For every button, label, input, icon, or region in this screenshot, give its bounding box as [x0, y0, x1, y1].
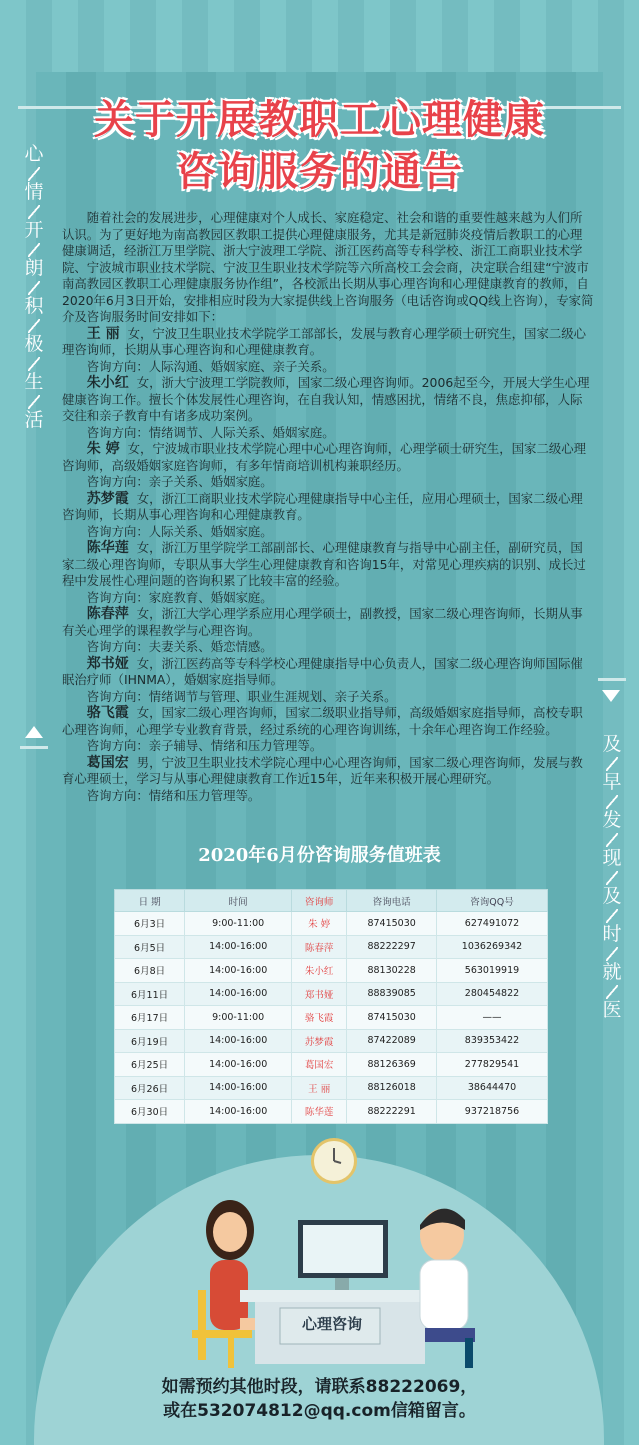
table-cell: 6月11日 — [115, 982, 185, 1006]
table-cell: 9:00-11:00 — [185, 912, 292, 936]
table-cell: 1036269342 — [437, 935, 548, 959]
table-cell: 277829541 — [437, 1053, 548, 1077]
notice-body — [62, 210, 594, 804]
intro-paragraph: 随着社会的发展进步，心理健康对个人成长、家庭稳定、社会和谐的重要性越来越为人们所认识。为了更好地为南高教园区教职工提供心理健康服务，尤其是新冠肺炎疫情后教职工的心理健康调适，经浙江万里学院、浙大宁波理工学院、浙江医药高等专科学校、浙江工商职业技术学院、宁波城市职业技术学院、宁波卫生职业技术学院等六所高校工会会商，决定联合组建“宁波市南高教园区教职工心理健康服务协作组”，各校派出长期从事心理咨询和心理健康教育的教师，自2020年6月3日开始，安排相应时段为大家提供线上咨询服务（电话咨询或QQ线上咨询），专家简介及咨询服务时间安排如下： — [62, 210, 594, 324]
expert-description: 男，宁波卫生职业技术学院心理中心心理咨询师，国家二级心理咨询师，发展与教育心理硕士，学习与从事心理健康教育工作近15年，近年来积极开展心理研究。 — [62, 754, 583, 786]
slash-divider — [598, 985, 626, 1001]
table-cell: 6月17日 — [115, 1006, 185, 1030]
slash-divider — [598, 757, 626, 773]
table-cell: 14:00-16:00 — [185, 1053, 292, 1077]
slash-divider — [20, 319, 48, 335]
left-char: 活 — [24, 409, 44, 431]
expert-bio — [62, 755, 594, 788]
left-char: 生 — [24, 371, 44, 393]
expert-bio — [62, 540, 594, 590]
right-divider — [598, 678, 626, 681]
table-row — [115, 1029, 548, 1053]
left-char: 开 — [24, 219, 44, 241]
up-triangle-icon — [25, 726, 43, 738]
table-cell: 6月8日 — [115, 959, 185, 983]
expert-name: 陈春萍 — [86, 606, 129, 622]
table-row — [115, 1053, 548, 1077]
expert-description: 女，宁波卫生职业技术学院学工部部长，发展与教育心理学硕士研究生，国家二级心理咨询师，长期从事心理咨询和心理健康教育。 — [62, 325, 587, 357]
expert-name: 王 丽 — [86, 325, 120, 342]
slash-divider — [598, 871, 626, 887]
schedule-table — [114, 889, 548, 1124]
table-cell: 14:00-16:00 — [185, 935, 292, 959]
expert-description: 女，浙大宁波理工学院教师，国家二级心理咨询师。2006起至今，开展大学生心理健康咨询工作。擅长个体发展性心理咨询，在自我认知，情感困扰，情绪不良，焦虑抑郁，人际交往和亲子教育中有诸多成功案例。 — [62, 375, 590, 423]
table-cell: 6月26日 — [115, 1076, 185, 1100]
expert-description: 女，浙江医药高等专科学校心理健康指导中心负责人，国家二级心理咨询师国际催眠治疗师（IHNMA），婚姻家庭指导师。 — [62, 655, 583, 687]
expert-description: 女，国家二级心理咨询师，国家二级职业指导师，高级婚姻家庭指导师，高校专职心理咨询师，心理学专业教育背景，经过系统的心理咨询训练，十余年心理咨询工作经验。 — [62, 705, 583, 737]
table-cell: 9:00-11:00 — [185, 1006, 292, 1030]
counseling-illustration — [180, 1190, 510, 1370]
table-cell: 14:00-16:00 — [185, 982, 292, 1006]
table-cell: 839353422 — [437, 1029, 548, 1053]
left-char: 情 — [24, 181, 44, 203]
expert-bio — [62, 705, 594, 738]
left-char: 积 — [24, 295, 44, 317]
expert-name: 朱 婷 — [86, 441, 120, 457]
table-cell: 14:00-16:00 — [185, 1029, 292, 1053]
expert-bio — [62, 606, 594, 639]
left-char: 极 — [24, 333, 44, 355]
table-cell: 87415030 — [347, 912, 437, 936]
expert-direction: 咨询方向：亲子关系、婚姻家庭。 — [86, 474, 273, 489]
left-char: 朗 — [24, 257, 44, 279]
expert-direction: 咨询方向：家庭教育、婚姻家庭。 — [86, 589, 273, 605]
title-line-2: 咨询服务的通告 — [176, 149, 463, 195]
table-row — [115, 982, 548, 1006]
table-cell: 38644470 — [437, 1076, 548, 1100]
table-cell: 苏梦霞 — [292, 1029, 347, 1053]
slash-divider — [20, 395, 48, 411]
table-cell: 骆飞霞 — [292, 1006, 347, 1030]
table-cell: 87415030 — [347, 1006, 437, 1030]
slash-divider — [20, 281, 48, 297]
slash-divider — [598, 947, 626, 963]
table-cell: 6月19日 — [115, 1029, 185, 1053]
expert-list — [62, 326, 594, 805]
column-header: 时间 — [185, 890, 292, 912]
table-cell: 937218756 — [437, 1100, 548, 1124]
table-cell: 朱小红 — [292, 959, 347, 983]
footer-line-1: 如需预约其他时段，请联系88222069， — [161, 1377, 478, 1397]
expert-name: 陈华莲 — [86, 540, 129, 556]
expert-direction: 咨询方向：夫妻关系、婚恋情感。 — [86, 639, 273, 654]
expert-name: 郑书娅 — [86, 655, 129, 672]
slash-divider — [20, 205, 48, 221]
table-cell: —— — [437, 1006, 548, 1030]
expert-name: 葛国宏 — [86, 754, 129, 771]
table-cell: 87422089 — [347, 1029, 437, 1053]
expert-name: 苏梦霞 — [86, 490, 129, 507]
table-row — [115, 1006, 548, 1030]
right-char: 发 — [602, 809, 622, 831]
expert-description: 女，浙江大学心理学系应用心理学硕士，副教授，国家二级心理咨询师，长期从事有关心理学的课程教学与心理咨询。 — [62, 606, 583, 638]
footer — [0, 1375, 639, 1423]
table-cell: 14:00-16:00 — [185, 959, 292, 983]
table-cell: 葛国宏 — [292, 1053, 347, 1077]
right-char: 医 — [602, 999, 622, 1021]
table-cell: 88222297 — [347, 935, 437, 959]
expert-description: 女，宁波城市职业技术学院心理中心心理咨询师，心理学硕士研究生，国家二级心理咨询师，高级婚姻家庭咨询师，有多年情商培训机构兼职经历。 — [62, 441, 587, 473]
right-char: 及 — [602, 885, 622, 907]
expert-bio — [62, 326, 594, 359]
table-cell: 280454822 — [437, 982, 548, 1006]
table-cell: 6月25日 — [115, 1053, 185, 1077]
table-row — [115, 935, 548, 959]
table-cell: 6月30日 — [115, 1100, 185, 1124]
table-row — [115, 1076, 548, 1100]
right-slogan — [598, 735, 626, 1023]
expert-direction: 咨询方向：情绪调节、人际关系、婚姻家庭。 — [86, 424, 335, 440]
table-row — [115, 912, 548, 936]
expert-description: 女，浙江万里学院学工部副部长、心理健康教育与指导中心副主任，副研究员，国家二级心理咨询师，专职从事大学生心理健康教育和咨询15年，对常见心理疾病的识别、成长过程中发展性心理问题的咨询积累了比较丰富的经验。 — [62, 540, 586, 588]
table-cell: 郑书娅 — [292, 982, 347, 1006]
expert-description: 女，浙江工商职业技术学院心理健康指导中心主任，应用心理硕士，国家二级心理咨询师，长期从事心理咨询和心理健康教育。 — [62, 490, 583, 522]
slash-divider — [20, 357, 48, 373]
expert-direction: 咨询方向：情绪调节与管理、职业生涯规划、亲子关系。 — [86, 688, 397, 704]
expert-name: 骆飞霞 — [86, 705, 129, 721]
expert-direction: 咨询方向：亲子辅导、情绪和压力管理等。 — [86, 738, 323, 753]
left-char: 心 — [24, 143, 44, 165]
footer-line-2: 或在532074812@qq.com信箱留言。 — [163, 1401, 476, 1421]
table-cell: 6月5日 — [115, 935, 185, 959]
table-cell: 王 丽 — [292, 1076, 347, 1100]
table-row — [115, 1100, 548, 1124]
right-char: 时 — [602, 923, 622, 945]
right-char: 早 — [602, 771, 622, 793]
table-cell: 88130228 — [347, 959, 437, 983]
expert-bio — [62, 375, 594, 425]
slash-divider — [598, 909, 626, 925]
table-cell: 陈华莲 — [292, 1100, 347, 1124]
table-cell: 563019919 — [437, 959, 548, 983]
expert-bio — [62, 656, 594, 689]
table-cell: 88222291 — [347, 1100, 437, 1124]
table-row — [115, 959, 548, 983]
table-cell: 14:00-16:00 — [185, 1100, 292, 1124]
desk-sign: 心理咨询 — [301, 1315, 362, 1333]
clock-icon — [311, 1138, 357, 1184]
expert-name: 朱小红 — [86, 375, 129, 391]
column-header: 咨询QQ号 — [437, 890, 548, 912]
table-cell: 14:00-16:00 — [185, 1076, 292, 1100]
table-cell: 88126018 — [347, 1076, 437, 1100]
left-slogan — [20, 145, 48, 433]
left-divider — [20, 746, 48, 749]
expert-direction: 咨询方向：人际关系、婚姻家庭。 — [86, 523, 273, 539]
schedule-title: 2020年6月份咨询服务值班表 — [198, 845, 441, 866]
slash-divider — [20, 243, 48, 259]
right-char: 就 — [602, 961, 622, 983]
down-triangle-icon — [602, 690, 620, 702]
table-cell: 627491072 — [437, 912, 548, 936]
table-cell: 陈春萍 — [292, 935, 347, 959]
title-line-1: 关于开展教职工心理健康 — [94, 97, 545, 143]
expert-direction: 咨询方向：情绪和压力管理等。 — [86, 787, 261, 803]
column-header: 咨询电话 — [347, 890, 437, 912]
expert-direction: 咨询方向：人际沟通、婚姻家庭、亲子关系。 — [86, 358, 335, 374]
table-cell: 88839085 — [347, 982, 437, 1006]
slash-divider — [598, 795, 626, 811]
slash-divider — [20, 167, 48, 183]
right-char: 及 — [602, 733, 622, 755]
expert-bio — [62, 441, 594, 474]
table-cell: 朱 婷 — [292, 912, 347, 936]
table-cell: 88126369 — [347, 1053, 437, 1077]
expert-bio — [62, 491, 594, 524]
column-header: 咨询师 — [292, 890, 347, 912]
schedule-body — [115, 912, 548, 1124]
table-cell: 6月3日 — [115, 912, 185, 936]
schedule-header-row — [115, 890, 548, 912]
column-header: 日 期 — [115, 890, 185, 912]
right-char: 现 — [602, 847, 622, 869]
